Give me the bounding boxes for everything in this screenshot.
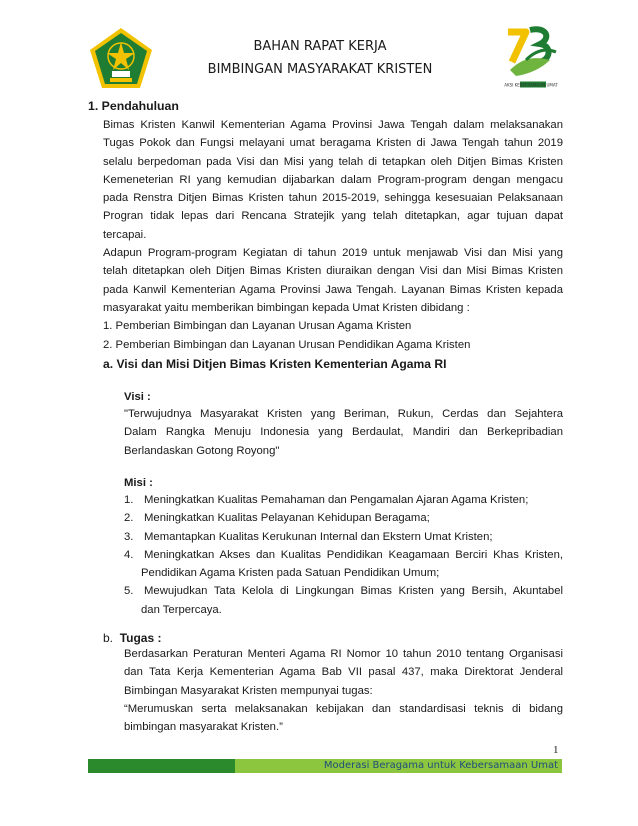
- misi-text: Meningkatkan Kualitas Pemahaman dan Pengamalan Ajaran Agama Kristen;: [144, 494, 529, 506]
- tugas-line: “Merumuskan serta melaksanakan kebijakan dan standardisasi teknis di bidang: [124, 702, 563, 715]
- intro-line: pada Kanwil Kementerian Agama Provinsi Jawa Tengah. Layanan Bimas Kristen kepada: [103, 283, 563, 296]
- misi-item: [124, 546, 563, 564]
- intro-line: pada Renstra Ditjen Bimas Kristen tahun 2015-2019, sehingga kesesuaian Pelaksanaan: [103, 192, 563, 205]
- misi-list: [124, 491, 563, 619]
- tugas-line: Bimbingan Masyarakat Kristen mempunyai tugas:: [124, 684, 373, 697]
- misi-number: 2.: [124, 512, 134, 525]
- misi-text: Meningkatkan Kualitas Pelayanan Kehidupan Beragama;: [144, 512, 430, 525]
- misi-item: [124, 491, 563, 509]
- misi-text: Meningkatkan Akses dan Kualitas Pendidikan Keagamaan Berciri Khas Kristen,: [144, 548, 563, 561]
- intro-line: selalu berpedoman pada Visi dan Misi yang telah di tetapkan oleh Ditjen Bimas Kristen: [103, 155, 563, 168]
- logo-caption: AKSI KEBERSAMAAN UMAT: [504, 82, 558, 88]
- intro-list-item: 1. Pemberian Bimbingan dan Layanan Urusan Agama Kristen: [103, 320, 412, 333]
- intro-paragraphs: [103, 116, 563, 354]
- footer-bar-light-segment: [235, 759, 562, 773]
- misi-text: Memantapkan Kualitas Kerukunan Internal dan Ekstern Umat Kristen;: [144, 530, 493, 543]
- document-title-line2: BIMBINGAN MASYARAKAT KRISTEN: [207, 62, 433, 77]
- visi-line: Dalam Rangka Menuju Indonesia yang Berdaulat, Mandiri dan Berkepribadian: [124, 426, 563, 439]
- tugas-text: [124, 645, 563, 736]
- misi-item: [124, 582, 563, 600]
- subsection-heading-visi-misi: a. Visi dan Misi Ditjen Bimas Kristen Kementerian Agama RI: [103, 357, 447, 371]
- intro-line: masyarakat yaitu memberikan bimbingan kepada Umat Kristen dibidang :: [103, 301, 470, 314]
- subsection-letter: b.: [103, 631, 114, 645]
- footer-tagline: Moderasi Beragama untuk Kebersamaan Umat: [323, 760, 558, 771]
- misi-number: 5.: [124, 585, 134, 598]
- tugas-label: Tugas :: [119, 631, 162, 645]
- intro-line: Progran tidak lepas dari Rencana Stratejik yang telah ditetapkan, agar tujuan dapat: [103, 210, 563, 223]
- intro-line: tercapai.: [103, 228, 147, 241]
- misi-item: [124, 528, 563, 546]
- intro-line: telah ditetapkan oleh Ditjen Bimas Kristen diuraikan dengan Visi dan Misi Bimas Kristen: [103, 265, 563, 278]
- tugas-line: Berdasarkan Peraturan Menteri Agama RI Nomor 10 tahun 2010 tentang Organisasi: [124, 648, 563, 660]
- tugas-line: dan Tata Kerja Kementerian Agama Bab VII pasal 437, maka Direktorat Jenderal: [124, 666, 563, 679]
- intro-line: Kemeneterian RI yang kemudian dijabarkan dalam Program-program dengan mengacu: [103, 173, 563, 186]
- section-heading-pendahuluan: 1. Pendahuluan: [88, 99, 179, 113]
- misi-text-continued: Pendidikan Agama Kristen pada Satuan Pendidikan Umum;: [141, 567, 440, 580]
- intro-list-item: 2. Pemberian Bimbingan dan Layanan Urusan Pendidikan Agama Kristen: [103, 338, 471, 351]
- intro-line: Tugas Pokok dan Fungsi melayani umat beragama Kristen di Jawa Tengah tahun 2019: [103, 137, 563, 150]
- footer-bar-dark-segment: [88, 759, 235, 773]
- intro-line: Adapun Program-program Kegiatan di tahun 2019 untuk menjawab Visi dan Misi yang: [103, 247, 563, 260]
- visi-label: Visi :: [124, 391, 151, 403]
- tugas-line: bimbingan masyarakat Kristen.”: [124, 721, 283, 734]
- misi-number: 4.: [124, 548, 134, 561]
- intro-line: Bimas Kristen Kanwil Kementerian Agama Provinsi Jawa Tengah dalam melaksanakan: [103, 119, 563, 131]
- misi-item: [124, 509, 563, 527]
- misi-number: 3.: [124, 530, 134, 543]
- visi-line: "Terwujudnya Masyarakat Kristen yang Beriman, Rukun, Cerdas dan Sejahtera: [124, 408, 563, 420]
- visi-text: [124, 405, 563, 460]
- hab-73-logo-icon: [500, 24, 562, 90]
- document-title-line1: BAHAN RAPAT KERJA: [253, 39, 387, 54]
- footer-bar: [88, 759, 562, 773]
- kemenag-emblem-icon: [88, 26, 154, 92]
- misi-number: 1.: [124, 494, 134, 506]
- misi-text: Mewujudkan Tata Kelola di Lingkungan Bimas Kristen yang Bersih, Akuntabel: [144, 585, 563, 598]
- visi-line: Berlandaskan Gotong Royong": [124, 444, 280, 457]
- misi-text-continued: dan Terpercaya.: [141, 603, 222, 616]
- misi-label: Misi :: [124, 477, 153, 489]
- page-number: 1: [553, 744, 559, 756]
